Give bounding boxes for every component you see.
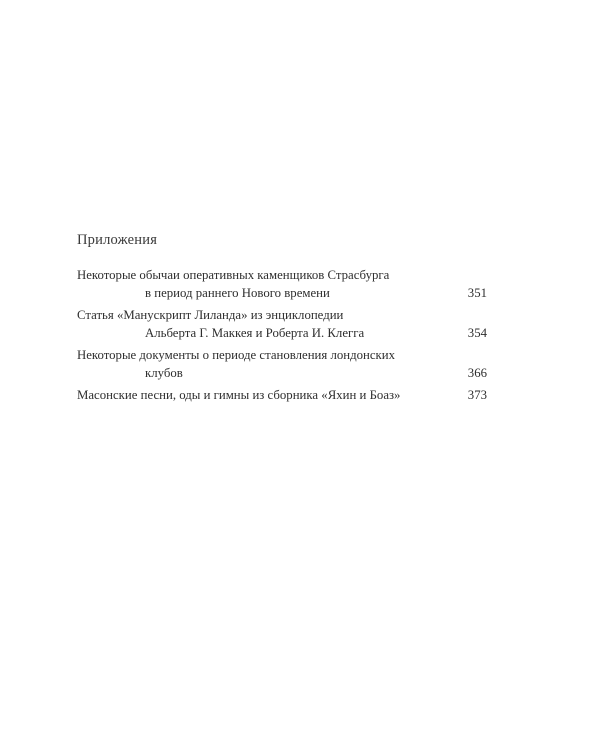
toc-entry-title-line-2: Альберта Г. Маккея и Роберта И. Клегга bbox=[145, 325, 365, 340]
toc-entry-title-line-1: Статья «Манускрипт Лиланда» из энциклопедии bbox=[77, 308, 344, 322]
toc-entry-title-line-1: Масонские песни, оды и гимны из сборника «Яхин и Боаз» bbox=[77, 388, 401, 402]
toc-entry bbox=[77, 387, 497, 405]
section-title: Приложения bbox=[77, 232, 158, 248]
toc-entry-title-line-2: клубов bbox=[145, 365, 183, 380]
toc-entry bbox=[77, 267, 497, 302]
toc-entry bbox=[77, 347, 497, 382]
table-of-contents bbox=[77, 267, 497, 410]
toc-entry-page-number: 354 bbox=[467, 325, 487, 340]
toc-entry bbox=[77, 307, 497, 342]
toc-entry-title-line-1: Некоторые документы о периоде становления лондонских bbox=[77, 348, 396, 362]
toc-entry-page-number: 351 bbox=[467, 285, 487, 300]
toc-entry-title-line-2: в период раннего Нового времени bbox=[145, 285, 330, 300]
toc-entry-page-number: 373 bbox=[467, 388, 487, 402]
toc-entry-page-number: 366 bbox=[467, 365, 487, 380]
toc-entry-title-line-1: Некоторые обычаи оперативных каменщиков Страсбурга bbox=[77, 268, 390, 282]
